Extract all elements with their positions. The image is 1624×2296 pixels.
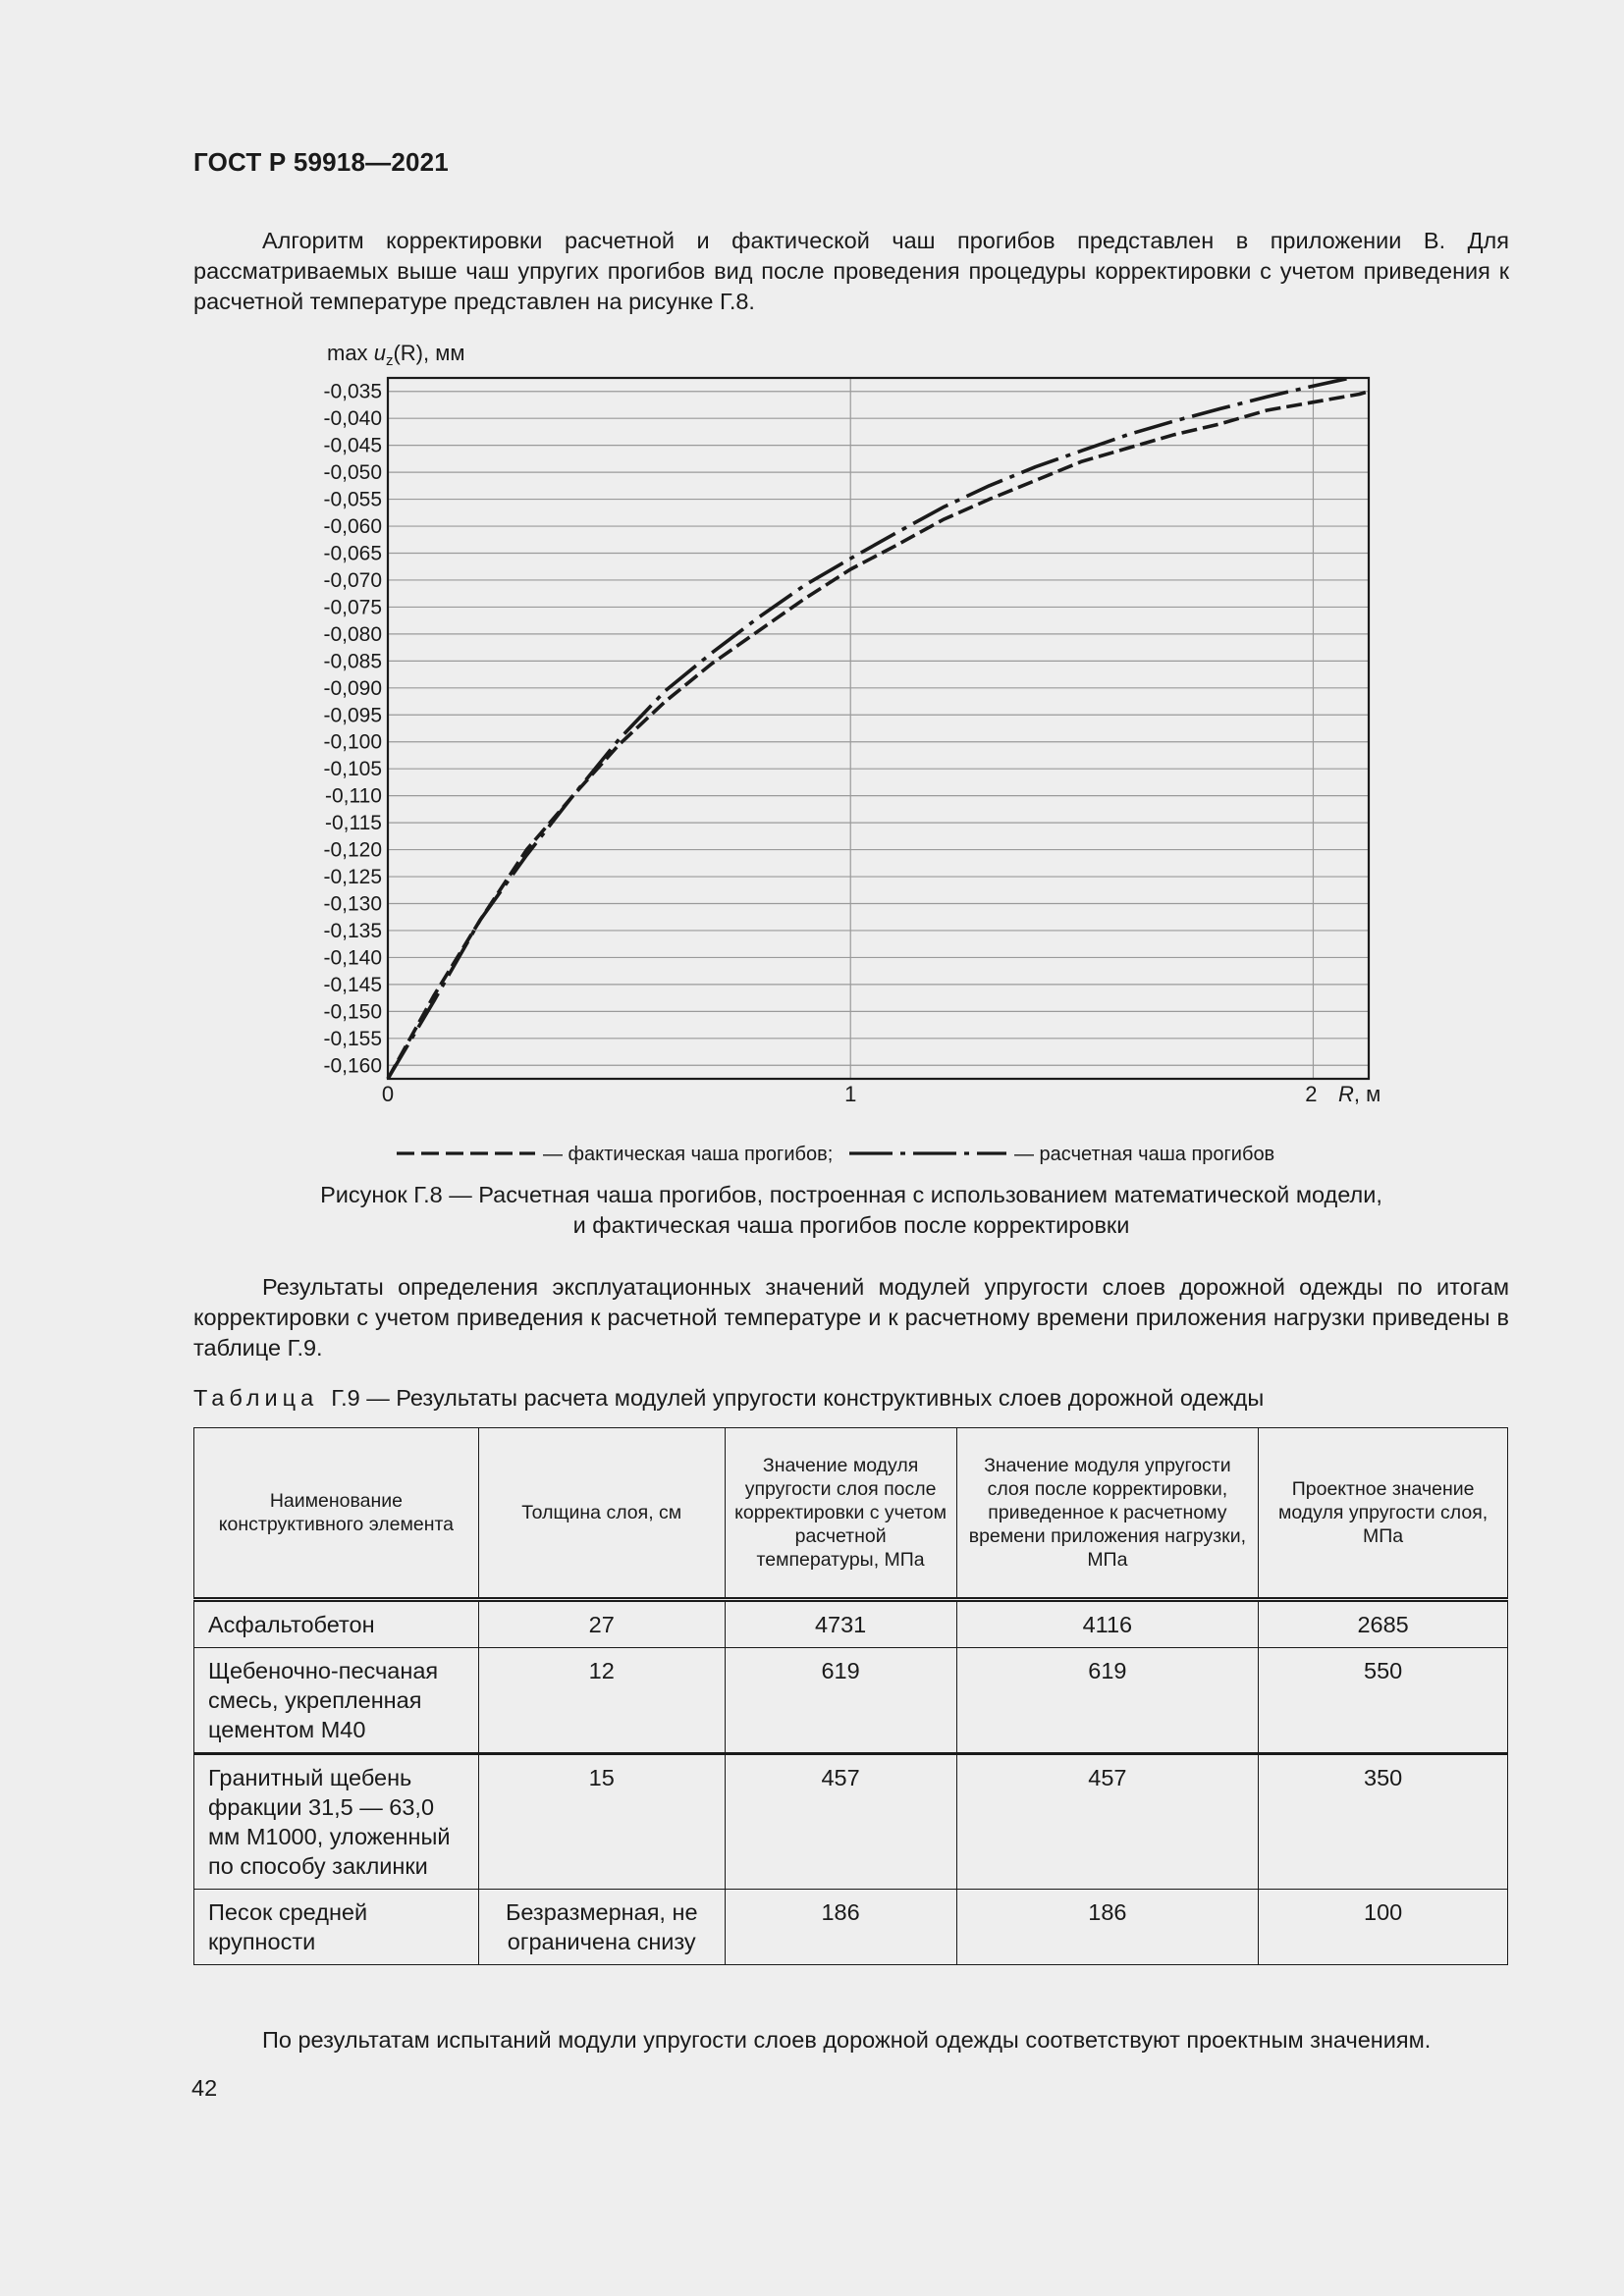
cell-element-name: Гранитный щебень фракции 31,5 — 63,0 мм М1000, уложенный по способу заклинки [194, 1754, 479, 1890]
y-tick-label: -0,110 [325, 784, 382, 808]
y-tick-label: -0,115 [325, 812, 382, 835]
y-tick-label: -0,155 [323, 1027, 382, 1050]
cell-modulus-load-time: 4116 [956, 1600, 1259, 1648]
y-tick-label: -0,120 [323, 838, 382, 862]
header-element-name: Наименование конструктивного элемента [194, 1428, 479, 1600]
y-tick-label: -0,080 [323, 622, 382, 646]
chart-legend [397, 1144, 1274, 1165]
y-tick-label: -0,055 [323, 488, 382, 511]
y-tick-label: -0,075 [323, 596, 382, 619]
cell-element-name: Асфальтобетон [194, 1600, 479, 1648]
table-row [194, 1600, 1508, 1648]
conclusion-text: По результатам испытаний модули упругости слоев дорожной одежды соответствуют проектным значениям. [262, 2027, 1432, 2053]
y-axis-label: $\max u_z(R)$, мм [327, 341, 465, 369]
plot-frame [388, 378, 1369, 1079]
table-caption [193, 1385, 1264, 1412]
cell-design-modulus: 350 [1259, 1754, 1508, 1890]
y-tick-label: -0,050 [323, 461, 382, 485]
y-tick-label: -0,135 [323, 919, 382, 942]
deflection-chart [0, 334, 1624, 1173]
y-tick-label: -0,105 [323, 758, 382, 781]
series-line-actual [388, 392, 1369, 1079]
cell-design-modulus: 100 [1259, 1890, 1508, 1965]
cell-modulus-temperature: 186 [725, 1890, 956, 1965]
cell-thickness: Безразмерная, не ограничена снизу [478, 1890, 725, 1965]
cell-modulus-load-time: 619 [956, 1648, 1259, 1754]
cell-design-modulus: 2685 [1259, 1600, 1508, 1648]
cell-element-name: Щебеночно-песчаная смесь, укрепленная цементом М40 [194, 1648, 479, 1754]
header-design-modulus: Проектное значение модуля упругости слоя, МПа [1259, 1428, 1508, 1600]
x-tick-label: 1 [844, 1082, 857, 1106]
x-tick-label: 0 [381, 1082, 395, 1106]
table-header-row [194, 1428, 1508, 1600]
y-tick-label: -0,045 [323, 434, 382, 457]
page-number: 42 [191, 2075, 218, 2101]
y-tick-label: -0,140 [323, 946, 382, 970]
cell-modulus-temperature: 457 [725, 1754, 956, 1890]
legend-label-actual: — фактическая чаша прогибов; [543, 1144, 834, 1165]
chart-grid [388, 378, 1369, 1079]
cell-thickness: 27 [478, 1600, 725, 1648]
cell-modulus-load-time: 457 [956, 1754, 1259, 1890]
results-paragraph [193, 1272, 1509, 1363]
intro-paragraph [193, 226, 1509, 317]
cell-modulus-temperature: 4731 [725, 1600, 956, 1648]
table-caption-text: Г.9 — Результаты расчета модулей упругости конструктивных слоев дорожной одежды [331, 1385, 1265, 1411]
y-tick-labels [323, 381, 382, 1078]
cell-design-modulus: 550 [1259, 1648, 1508, 1754]
x-tick-labels [382, 1082, 1318, 1106]
figure-caption-line-1: Рисунок Г.8 — Расчетная чаша прогибов, построенная с использованием математической модели, [320, 1182, 1382, 1207]
conclusion-paragraph [193, 2025, 1509, 2056]
header-modulus-load-time: Значение модуля упругости слоя после корректировки, приведенное к расчетному времени приложения нагрузки, МПа [956, 1428, 1259, 1600]
legend-label-calculated: — расчетная чаша прогибов [1014, 1144, 1275, 1165]
x-tick-label: 2 [1305, 1082, 1318, 1106]
cell-thickness: 15 [478, 1754, 725, 1890]
table-row [194, 1648, 1508, 1754]
y-tick-label: -0,145 [323, 973, 382, 996]
y-tick-label: -0,095 [323, 704, 382, 727]
y-tick-label: -0,060 [323, 515, 382, 539]
header-modulus-temperature: Значение модуля упругости слоя после корректировки с учетом расчетной температуры, МПа [725, 1428, 956, 1600]
figure-caption [193, 1180, 1509, 1241]
table-row [194, 1890, 1508, 1965]
cell-thickness: 12 [478, 1648, 725, 1754]
table-row [194, 1754, 1508, 1890]
document-header: ГОСТ Р 59918—2021 [193, 147, 449, 177]
figure-caption-line-2: и фактическая чаша прогибов после корректировки [572, 1212, 1130, 1238]
header-layer-thickness: Толщина слоя, см [478, 1428, 725, 1600]
y-tick-label: -0,125 [323, 866, 382, 889]
y-tick-label: -0,150 [323, 1000, 382, 1024]
y-tick-label: -0,090 [323, 676, 382, 700]
y-tick-label: -0,160 [323, 1054, 382, 1078]
y-tick-label: -0,070 [323, 568, 382, 592]
y-tick-label: -0,040 [323, 407, 382, 431]
y-tick-label: -0,035 [323, 380, 382, 403]
y-tick-label: -0,085 [323, 650, 382, 673]
cell-modulus-load-time: 186 [956, 1890, 1259, 1965]
cell-modulus-temperature: 619 [725, 1648, 956, 1754]
cell-element-name: Песок средней крупности [194, 1890, 479, 1965]
y-tick-label: -0,065 [323, 542, 382, 565]
table-caption-prefix: Таблица [193, 1385, 319, 1411]
results-text: Результаты определения эксплуатационных значений модулей упругости слоев дорожной одежды по итогам корректировки с учетом приведения к расчетной температуре и к расчетному времени приложения нагрузки приведены в таблице Г.9. [193, 1274, 1509, 1361]
y-tick-label: -0,100 [323, 730, 382, 754]
series-group [388, 378, 1369, 1079]
y-tick-label: -0,130 [323, 892, 382, 916]
series-line-calculated [388, 378, 1350, 1079]
moduli-table [193, 1427, 1508, 1965]
intro-text: Алгоритм корректировки расчетной и фактической чаш прогибов представлен в приложении В. Для рассматриваемых выше чаш упругих прогибов вид после проведения процедуры корректировки с учетом приведения к расчетной температуре представлен на рисунке Г.8. [193, 228, 1509, 314]
x-axis-label: R, м [1338, 1082, 1381, 1106]
